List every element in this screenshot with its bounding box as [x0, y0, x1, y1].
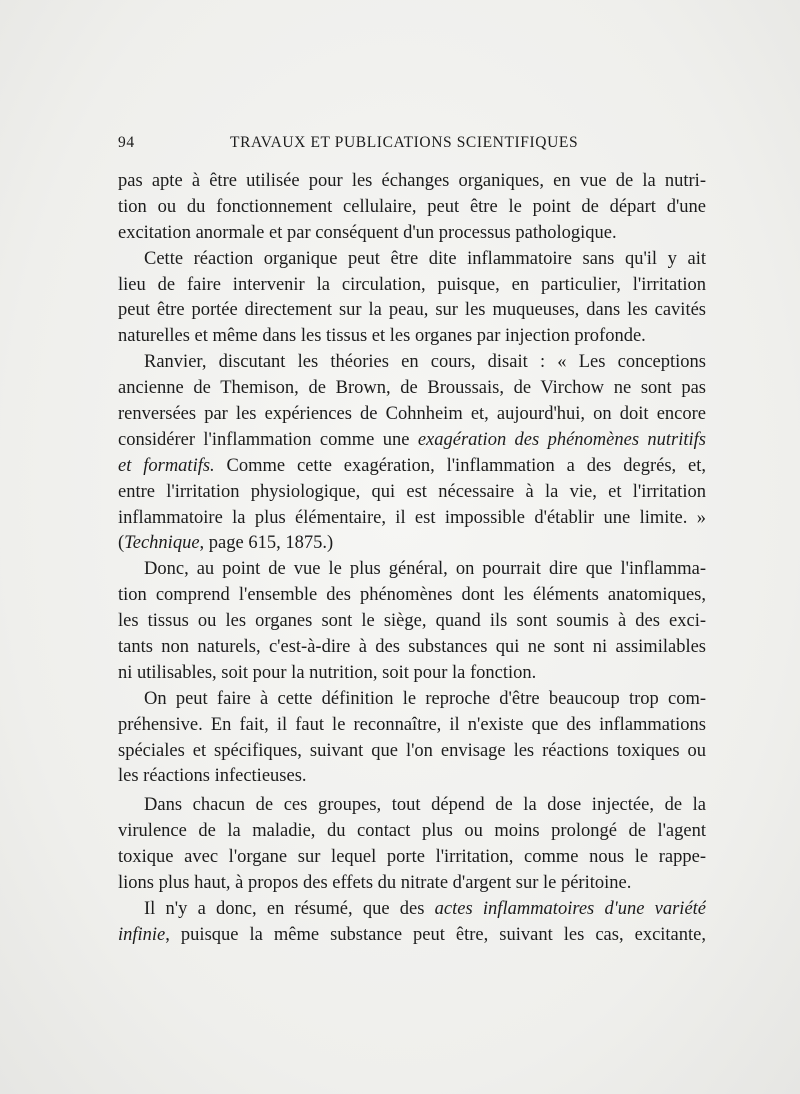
italic-segment: et formatifs. — [118, 455, 215, 476]
text-line: renversées par les expériences de Cohnheim et, aujourd'hui, on doit encore — [118, 404, 706, 425]
text-line: spéciales et spécifiques, suivant que l'on envisage les réactions toxiques ou — [118, 740, 706, 761]
text-line — [118, 454, 706, 480]
text-line: entre l'irritation physiologique, qui est nécessaire à la vie, et l'irritation — [118, 481, 706, 502]
text-line: ni utilisables, soit pour la nutrition, soit pour la fonction. — [118, 662, 537, 683]
text-line: naturelles et même dans les tissus et les organes par injection profonde. — [118, 326, 646, 347]
running-title: TRAVAUX ET PUBLICATIONS SCIENTIFIQUES — [230, 134, 579, 151]
text-line — [118, 897, 706, 923]
text-line: Dans chacun de ces groupes, tout dépend de la dose injectée, de la — [144, 795, 706, 816]
text-line: les réactions infectieuses. — [118, 766, 307, 787]
text-line: lions plus haut, à propos des effets du nitrate d'argent sur le péritoine. — [118, 873, 632, 894]
text-line: Cette réaction organique peut être dite inflammatoire sans qu'il y ait — [144, 248, 706, 269]
text-segment: ( — [118, 533, 125, 554]
text-line: ancienne de Themison, de Brown, de Broussais, de Virchow ne sont pas — [118, 378, 706, 399]
text-line: tants non naturels, c'est-à-dire à des substances qui ne sont ni assimilables — [118, 637, 706, 658]
italic-segment: infinie — [118, 924, 166, 945]
text-line: virulence de la maladie, du contact plus ou moins prolongé de l'agent — [118, 821, 706, 842]
text-segment: Il n'y a donc, en résumé, que des — [144, 898, 435, 919]
text-line: inflammatoire la plus élémentaire, il est impossible d'établir une limite. » — [118, 507, 706, 528]
text-line: tion comprend l'ensemble des phénomènes dont les éléments anatomiques, — [118, 585, 706, 606]
text-segment: Comme cette exagération, l'inflammation a des degrés, et, — [214, 455, 706, 476]
page-number: 94 — [118, 134, 135, 151]
text-line: pas apte à être utilisée pour les échanges organiques, en vue de la nutri- — [118, 171, 706, 191]
text-line — [118, 428, 706, 454]
text-line: préhensive. En fait, il faut le reconnaître, il n'existe que des inflammations — [118, 714, 706, 735]
text-line: peut être portée directement sur la peau, sur les muqueuses, dans les cavités — [118, 300, 706, 321]
text-line: tion ou du fonctionnement cellulaire, peut être le point de départ d'une — [118, 196, 706, 217]
text-segment: , puisque la même substance peut être, suivant les cas, excitante, — [165, 924, 706, 945]
italic-segment: actes inflammatoires d'une variété — [434, 898, 706, 919]
text-line: On peut faire à cette définition le reproche d'être beaucoup trop com- — [144, 688, 706, 709]
text-line: toxique avec l'organe sur lequel porte l'irritation, comme nous le rappe- — [118, 847, 706, 868]
italic-segment: exagération des phénomènes nutritifs — [417, 429, 706, 450]
body-text — [118, 169, 706, 949]
text-line — [118, 531, 706, 557]
text-line: Ranvier, discutant les théories en cours, disait : « Les conceptions — [144, 352, 706, 373]
text-segment: , page 615, 1875.) — [199, 533, 334, 554]
text-line: les tissus ou les organes sont le siège, quand ils sont soumis à des exci- — [118, 611, 706, 632]
text-line — [118, 923, 706, 949]
text-line: Donc, au point de vue le plus général, on pourrait dire que l'inflamma- — [144, 559, 706, 580]
text-line: lieu de faire intervenir la circulation, puisque, en particulier, l'irritation — [118, 274, 706, 295]
page-header — [118, 134, 706, 156]
text-segment: considérer l'inflammation comme une — [118, 429, 418, 450]
italic-segment: Technique — [124, 533, 200, 554]
text-line: excitation anormale et par conséquent d'un processus pathologique. — [118, 222, 617, 243]
